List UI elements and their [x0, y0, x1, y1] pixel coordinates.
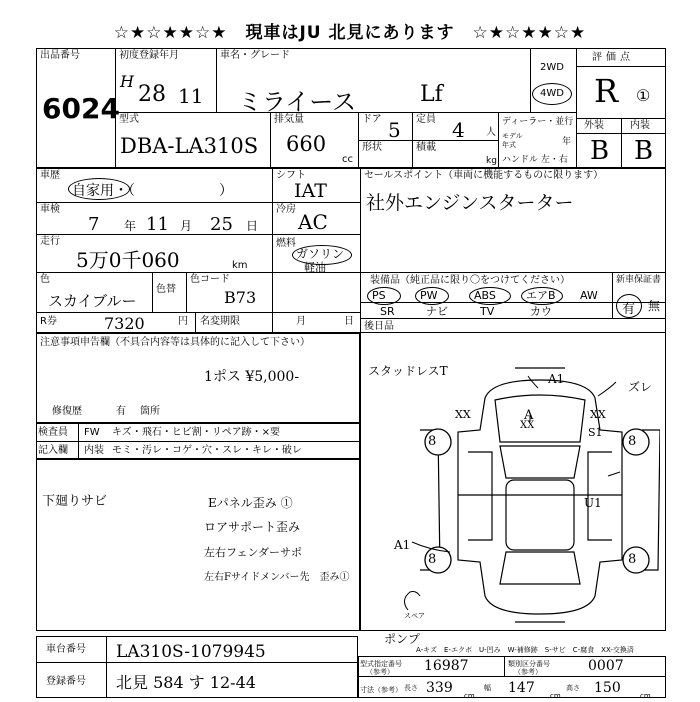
diagram-legend: A-キズ E-エクボ U-凹み W-補修跡 S-サビ C-腐食 XX-交換済: [416, 646, 634, 654]
diagram-mark: S1: [588, 426, 603, 439]
condition-frame: [36, 459, 360, 631]
diagram-mark: U1: [584, 496, 602, 510]
inspection-day-unit: 日: [246, 219, 259, 233]
aircon-label: 冷房: [276, 204, 296, 215]
diagram-title: スタッドレスT: [368, 364, 448, 378]
diagram-mark: 8: [428, 434, 437, 449]
displacement-value: 660: [286, 132, 327, 156]
equipment-item: PW: [420, 289, 438, 302]
inspection-day: 25: [210, 214, 233, 235]
int-check-items: モミ・汚レ・コゲ・穴・スレ・キレ・破レ: [112, 445, 302, 456]
condition-note: 左右Fサイドメンバー先 歪み①: [204, 572, 350, 583]
grade-eval-extra: ①: [636, 86, 651, 105]
color-value: スカイブルー: [48, 292, 137, 310]
exterior-label: 外装: [584, 120, 604, 131]
category-label: 類別区分番号: [508, 660, 550, 668]
category-sub: （参考）: [514, 668, 542, 676]
model-year-label1: モデル: [502, 132, 523, 140]
exterior-value: B: [590, 136, 610, 166]
category-value: 0007: [588, 658, 624, 674]
sales-point-value: 社外エンジンスターター: [366, 192, 574, 214]
dims-label: 寸法（参考）: [360, 686, 402, 694]
history-label: 車歴: [40, 170, 60, 181]
designation-value: 16987: [424, 658, 469, 674]
fuel-opt1: ガソリン: [296, 247, 345, 261]
inspection-month: 11: [146, 214, 169, 235]
diagram-mark: XX: [590, 408, 606, 421]
dims-hei-label: 高さ: [566, 684, 580, 692]
registration-label: 初度登録年月: [119, 50, 179, 61]
inspector-label2: 記入欄: [38, 445, 68, 456]
reg-number-label: 登録番号: [46, 676, 86, 687]
equipment-item: SR: [380, 305, 395, 318]
mileage-value: 5万0千060: [76, 248, 180, 272]
condition-note: Eパネル歪み ①: [208, 496, 293, 510]
dims-wid-label: 幅: [484, 684, 491, 692]
diagram-mark: 8: [428, 552, 437, 567]
reg-number-value: 北見 584 す 12-44: [116, 673, 256, 692]
diagram-spare: スペア: [404, 612, 425, 620]
backseat-label: 後日品: [364, 321, 394, 332]
diagram-mark: A1: [394, 538, 411, 552]
diagram-mark: A: [524, 408, 534, 423]
repair-label: 修復歴: [52, 406, 82, 417]
ext-check-items: キズ・飛石・ヒビ割・リペア跡・×要: [112, 427, 280, 438]
lot-label: 出品番号: [40, 50, 80, 61]
drive-2wd: 2WD: [540, 62, 564, 73]
diagram-mark: ズレ: [628, 380, 653, 394]
equipment-item-circle: [521, 287, 563, 305]
diagram-mark: 8: [628, 552, 637, 567]
shift-value: IAT: [294, 180, 327, 202]
aircon-value: AC: [298, 210, 328, 234]
car-name: ミライース: [238, 88, 357, 116]
mileage-label: 走行: [40, 236, 60, 247]
dims-len-label: 長さ: [404, 684, 418, 692]
model-year-unit: 年: [562, 137, 572, 147]
warranty-have-circle: [616, 294, 642, 318]
designation-label: 型式指定番号: [360, 660, 402, 668]
doors-label: ドア: [362, 114, 382, 125]
repair-place: 箇所: [140, 406, 160, 417]
recycle-value: 7320: [104, 314, 145, 333]
shift-label: シフト: [276, 170, 306, 181]
equipment-item: PS: [372, 289, 386, 302]
color-code: B73: [224, 288, 257, 307]
sales-point-label: セールスポイント（車両に機能するものに限ります）: [364, 170, 604, 181]
fuel-opt2: 軽油: [304, 261, 326, 274]
inspector-label: 検査員: [38, 427, 68, 438]
diagram-mark: 8: [628, 434, 637, 449]
mileage-unit: km: [232, 260, 248, 271]
load-unit: kg: [486, 156, 497, 166]
diagram-mark: XX: [520, 420, 535, 431]
chassis-value: LA310S-1079945: [116, 642, 266, 662]
condition-note: ロアサポート歪み: [204, 520, 301, 534]
diagram-mark: A1: [548, 372, 565, 386]
color-label: 色: [40, 274, 50, 285]
equipment-item-circle: [469, 287, 511, 305]
dealer-label: ディーラー・並行: [502, 117, 574, 127]
diagram-mark: XX: [455, 408, 471, 421]
capacity-value: 4: [452, 118, 465, 142]
inspection-year: 7: [88, 214, 100, 235]
displacement-unit: cc: [342, 154, 353, 165]
registration-era: H: [120, 72, 134, 91]
grade-eval-label: 評価点: [592, 52, 634, 63]
condition-note: 左右フェンダーサポ: [204, 546, 303, 559]
dims-wid-unit: cm: [550, 692, 561, 700]
inspection-month-unit: 月: [180, 219, 193, 233]
name-change-day-unit: 日: [344, 316, 354, 327]
lot-number: 6024: [42, 92, 120, 125]
notes-value: 1ポス ¥5,000-: [204, 369, 300, 385]
equipment-item: TV: [480, 305, 495, 318]
dims-hei-unit: cm: [640, 692, 651, 700]
doors-value: 5: [388, 118, 401, 142]
equipment-item: ナビ: [426, 305, 448, 318]
dims-wid: 147: [508, 680, 535, 696]
name-change-month-unit: 月: [296, 316, 306, 327]
car-diagram: [360, 360, 660, 626]
registration-month: 11: [178, 84, 204, 108]
fuel-label: 燃料: [276, 238, 296, 249]
dims-len-unit: cm: [464, 692, 475, 700]
model-code-label: 型式: [119, 114, 139, 125]
color-code-label: 色コード: [190, 274, 230, 285]
equipment-item: ABS: [474, 289, 496, 302]
chassis-label: 車台番号: [46, 644, 86, 655]
handle-label: ハンドル 左・右: [502, 155, 568, 165]
dims-hei: 150: [594, 680, 621, 696]
car-name-label: 車名・グレード: [220, 50, 290, 61]
designation-sub: （参考）: [366, 668, 394, 676]
interior-value: B: [634, 136, 654, 166]
notes-label: 注意事項申告欄（不具合内容等は具体的に記入して下さい）: [40, 337, 310, 348]
shape-label: 形状: [362, 142, 382, 153]
inspection-label: 車検: [40, 204, 60, 215]
inspection-year-unit: 年: [124, 219, 137, 233]
grade-eval-value: R: [594, 72, 619, 110]
warranty-have: 有: [622, 302, 636, 317]
model-year-label2: 年式: [502, 141, 516, 149]
recycle-label: R券: [40, 316, 57, 327]
car-grade: Lf: [420, 82, 443, 107]
load-label: 積載: [416, 142, 436, 153]
condition-note: 下廻りサビ: [42, 494, 108, 509]
name-change-label: 名変期限: [200, 316, 240, 327]
model-code: DBA-LA310S: [120, 134, 259, 158]
displacement-label: 排気量: [274, 114, 304, 125]
interior-label: 内装: [630, 120, 650, 131]
history-value: 自家用・（ ）: [72, 183, 233, 199]
equipment-item: AW: [580, 289, 598, 302]
repair-have: 有: [116, 406, 126, 417]
warranty-label: 新車保証書: [616, 275, 662, 285]
equipment-item-circle: [367, 287, 401, 305]
history-circle: [68, 178, 130, 200]
diagram-pump: ポンプ: [384, 632, 421, 646]
equipment-item-circle: [415, 287, 449, 305]
equipment-item: カウ: [530, 305, 552, 318]
header-banner: ☆★☆★★☆★ 現車はJU 北見にあります ☆★☆★★☆★: [113, 23, 587, 43]
warranty-none: 無: [648, 299, 661, 313]
drive-4wd: 4WD: [540, 88, 564, 99]
int-check-tag: 内装: [84, 445, 104, 456]
color-change-label: 色替: [156, 284, 176, 295]
drive-4wd-circle: [532, 83, 572, 105]
equipment-item: エアB: [526, 289, 556, 302]
equipment-label: 装備品（純正品に限り〇をつけてください）: [370, 275, 570, 286]
dims-len: 339: [426, 680, 453, 696]
recycle-unit: 円: [178, 316, 188, 327]
registration-year: 28: [138, 82, 166, 107]
capacity-unit: 人: [486, 127, 496, 138]
capacity-label: 定員: [416, 114, 436, 125]
ext-check-tag: FW: [84, 427, 100, 438]
